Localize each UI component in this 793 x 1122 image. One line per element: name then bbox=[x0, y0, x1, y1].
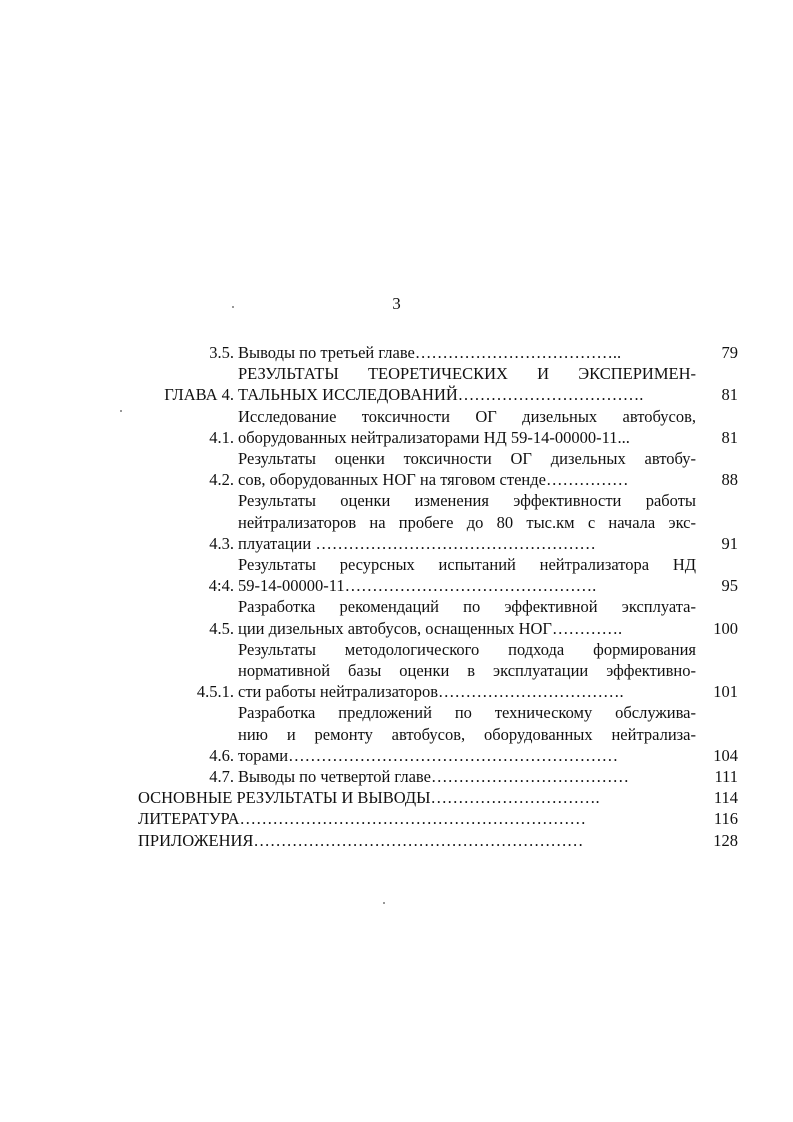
toc-entry-page: 88 bbox=[721, 470, 738, 490]
toc-entry-line: ОСНОВНЫЕ РЕЗУЛЬТАТЫ И ВЫВОДЫ…………………………. bbox=[138, 788, 600, 808]
toc-entry-line: сов, оборудованных НОГ на тяговом стенде…………… bbox=[238, 470, 629, 490]
toc-entry-title bbox=[238, 448, 696, 490]
scan-speck bbox=[232, 306, 234, 308]
toc-entry-number: 4.2. bbox=[209, 470, 234, 490]
toc-entry-line: ПРИЛОЖЕНИЯ…………………………………………………… bbox=[138, 830, 584, 850]
toc-entry bbox=[138, 702, 738, 766]
toc-entry-page: 101 bbox=[713, 682, 738, 702]
toc-entry-page: 79 bbox=[721, 343, 738, 362]
toc-entry bbox=[138, 639, 738, 703]
toc-entry-line: Разработка предложений по техническому обслужива- bbox=[238, 703, 696, 723]
table-of-contents bbox=[138, 342, 738, 851]
toc-entry-title bbox=[238, 342, 696, 363]
toc-entry bbox=[138, 554, 738, 596]
toc-entry-number: 4.5. bbox=[209, 618, 234, 638]
toc-entry-title bbox=[138, 830, 696, 851]
toc-entry-number: 4.5.1. bbox=[196, 682, 234, 702]
toc-entry-title bbox=[238, 363, 696, 405]
toc-entry-line: нию и ремонту автобусов, оборудованных нейтрализа- bbox=[238, 724, 696, 744]
toc-entry-number: 3.5. bbox=[209, 343, 234, 362]
toc-entry bbox=[138, 448, 738, 490]
toc-entry-page: 111 bbox=[714, 766, 738, 786]
toc-entry-number: 4.3. bbox=[209, 533, 234, 553]
toc-entry-line: Исследование токсичности ОГ дизельных автобусов, bbox=[238, 406, 696, 426]
toc-entry-page: 91 bbox=[721, 533, 738, 553]
toc-entry-line: сти работы нейтрализаторов……………………………. bbox=[238, 682, 624, 702]
toc-entry-page: 104 bbox=[713, 745, 738, 765]
toc-entry-line: Разработка рекомендаций по эффективной эксплуата- bbox=[238, 597, 696, 617]
toc-entry bbox=[138, 596, 738, 638]
toc-entry-number: 4.7. bbox=[209, 766, 234, 786]
toc-entry bbox=[138, 830, 738, 851]
toc-entry-title bbox=[238, 554, 696, 596]
toc-entry-line: Результаты ресурсных испытаний нейтрализатора НД bbox=[238, 554, 696, 574]
toc-entry-title bbox=[238, 490, 696, 554]
toc-entry-line: Выводы по четвертой главе……………………………… bbox=[238, 766, 629, 786]
page-number: 3 bbox=[392, 294, 401, 313]
toc-entry bbox=[138, 808, 738, 829]
scan-speck bbox=[120, 410, 122, 412]
toc-entry-title bbox=[238, 639, 696, 703]
toc-entry-title bbox=[238, 406, 696, 448]
toc-entry-page: 116 bbox=[713, 809, 738, 829]
toc-entry-line: нейтрализаторов на пробеге до 80 тыс.км с начала экс- bbox=[238, 512, 696, 532]
toc-entry-line: 59-14-00000-11………………………………………. bbox=[238, 576, 597, 596]
toc-entry-number: 4:4. bbox=[208, 576, 234, 596]
toc-entry-line: РЕЗУЛЬТАТЫ ТЕОРЕТИЧЕСКИХ И ЭКСПЕРИМЕН- bbox=[238, 364, 696, 384]
toc-entry bbox=[138, 787, 738, 808]
toc-entry-number: 4.1. bbox=[209, 427, 234, 447]
toc-entry-line: торами…………………………………………………… bbox=[238, 745, 619, 765]
toc-entry-page: 100 bbox=[713, 618, 738, 638]
toc-entry-page: 95 bbox=[721, 576, 738, 596]
toc-entry-line: Выводы по третьей главе……………………………….. bbox=[238, 343, 622, 362]
toc-entry-line: плуатации …………………………………………… bbox=[238, 533, 596, 553]
scan-speck bbox=[383, 902, 385, 904]
toc-entry bbox=[138, 363, 738, 405]
toc-entry-line: ТАЛЬНЫХ ИССЛЕДОВАНИЙ……………………………. bbox=[238, 385, 644, 405]
toc-entry-page: 128 bbox=[713, 830, 738, 850]
toc-entry bbox=[138, 490, 738, 554]
toc-entry-page: 114 bbox=[713, 788, 738, 808]
toc-entry-title bbox=[238, 766, 696, 787]
toc-entry-line: Результаты оценки токсичности ОГ дизельных автобу- bbox=[238, 448, 696, 468]
toc-entry-line: оборудованных нейтрализаторами НД 59-14-00000-11... bbox=[238, 427, 630, 447]
toc-entry-line: Результаты методологического подхода формирования bbox=[238, 639, 696, 659]
toc-entry-line: ции дизельных автобусов, оснащенных НОГ…………. bbox=[238, 618, 623, 638]
toc-entry-number: ГЛАВА 4. bbox=[164, 385, 234, 405]
toc-entry-page: 81 bbox=[721, 385, 738, 405]
toc-entry-line: Результаты оценки изменения эффективности работы bbox=[238, 491, 696, 511]
toc-entry-number: 4.6. bbox=[209, 745, 234, 765]
toc-entry-line: нормативной базы оценки в эксплуатации эффективно- bbox=[238, 660, 696, 680]
toc-entry-title bbox=[138, 808, 696, 829]
toc-entry-title bbox=[138, 787, 696, 808]
toc-entry-page: 81 bbox=[721, 427, 738, 447]
toc-entry-title bbox=[238, 596, 696, 638]
toc-entry bbox=[138, 406, 738, 448]
toc-entry bbox=[138, 766, 738, 787]
toc-entry-title bbox=[238, 702, 696, 766]
toc-entry bbox=[138, 342, 738, 363]
toc-entry-line: ЛИТЕРАТУРА……………………………………………………… bbox=[138, 809, 587, 829]
